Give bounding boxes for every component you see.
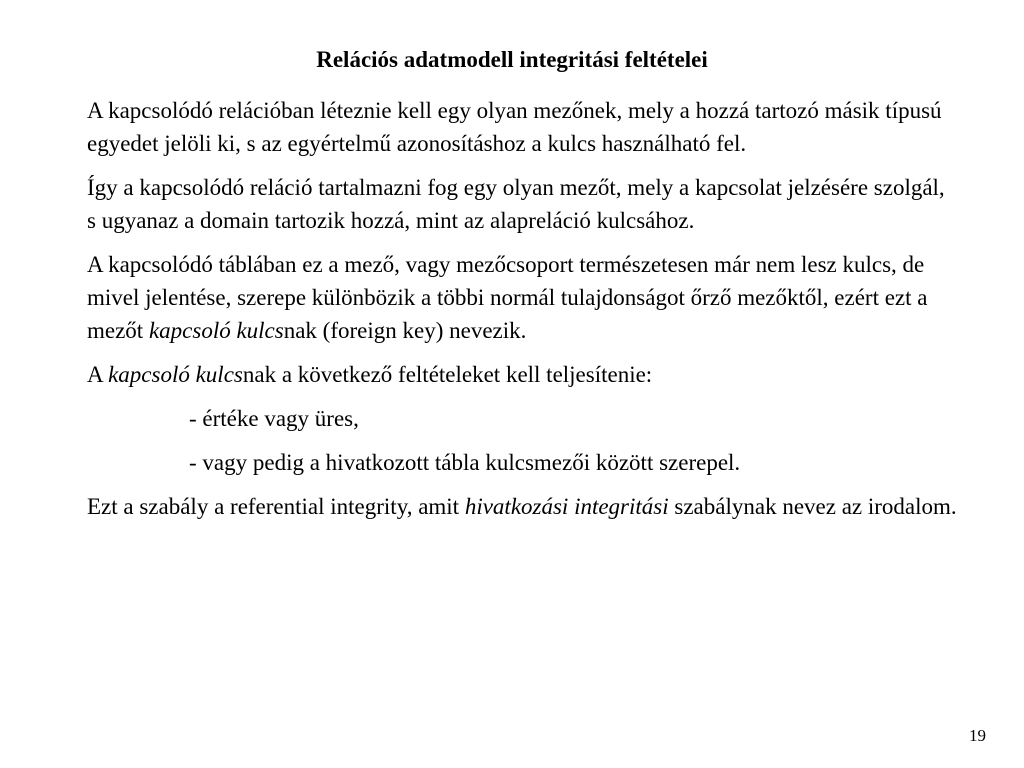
paragraph-5-italic-term: hivatkozási integritási (464, 494, 669, 519)
paragraph-3-text-after: nak (foreign key) nevezik. (283, 318, 527, 343)
paragraph-5-text-after: szabálynak nevez az irodalom. (668, 494, 957, 519)
paragraph-3-italic-term: kapcsoló kulcs (148, 318, 284, 343)
paragraph-5 (87, 490, 957, 523)
paragraph-3-text-before: A kapcsolódó táblában ez a mező, vagy mezőcsoport természetesen már nem lesz kulcs, de mivel jelentése, szerepe különbözik a többi normál tulajdonságot őrző mezőktől, ezért ezt a mezőt (87, 252, 928, 343)
paragraph-1: A kapcsolódó relációban léteznie kell egy olyan mezőnek, mely a hozzá tartozó másik típusú egyedet jelöli ki, s az egyértelmű azonosításhoz a kulcs használható fel. (87, 98, 942, 156)
paragraph-4 (87, 358, 957, 391)
paragraph-4-text-before: A (87, 362, 109, 387)
slide-title: Relációs adatmodell integritási feltételei (316, 47, 708, 72)
paragraph-3 (87, 248, 957, 347)
slide-body (87, 94, 957, 534)
paragraph-2: Így a kapcsolódó reláció tartalmazni fog egy olyan mezőt, mely a kapcsolat jelzésére szolgál, s ugyanaz a domain tartozik hozzá, mint az alapreláció kulcsához. (87, 175, 945, 233)
paragraph-4-text-after: nak a következő feltételeket kell teljesítenie: (242, 362, 653, 387)
condition-item-2: - vagy pedig a hivatkozott tábla kulcsmezői között szerepel. (189, 450, 741, 475)
condition-item-1: - értéke vagy üres, (189, 406, 359, 431)
paragraph-5-text-before: Ezt a szabály a referential integrity, amit (87, 494, 465, 519)
paragraph-4-italic-term: kapcsoló kulcs (108, 362, 243, 387)
page-number: 19 (969, 726, 986, 745)
